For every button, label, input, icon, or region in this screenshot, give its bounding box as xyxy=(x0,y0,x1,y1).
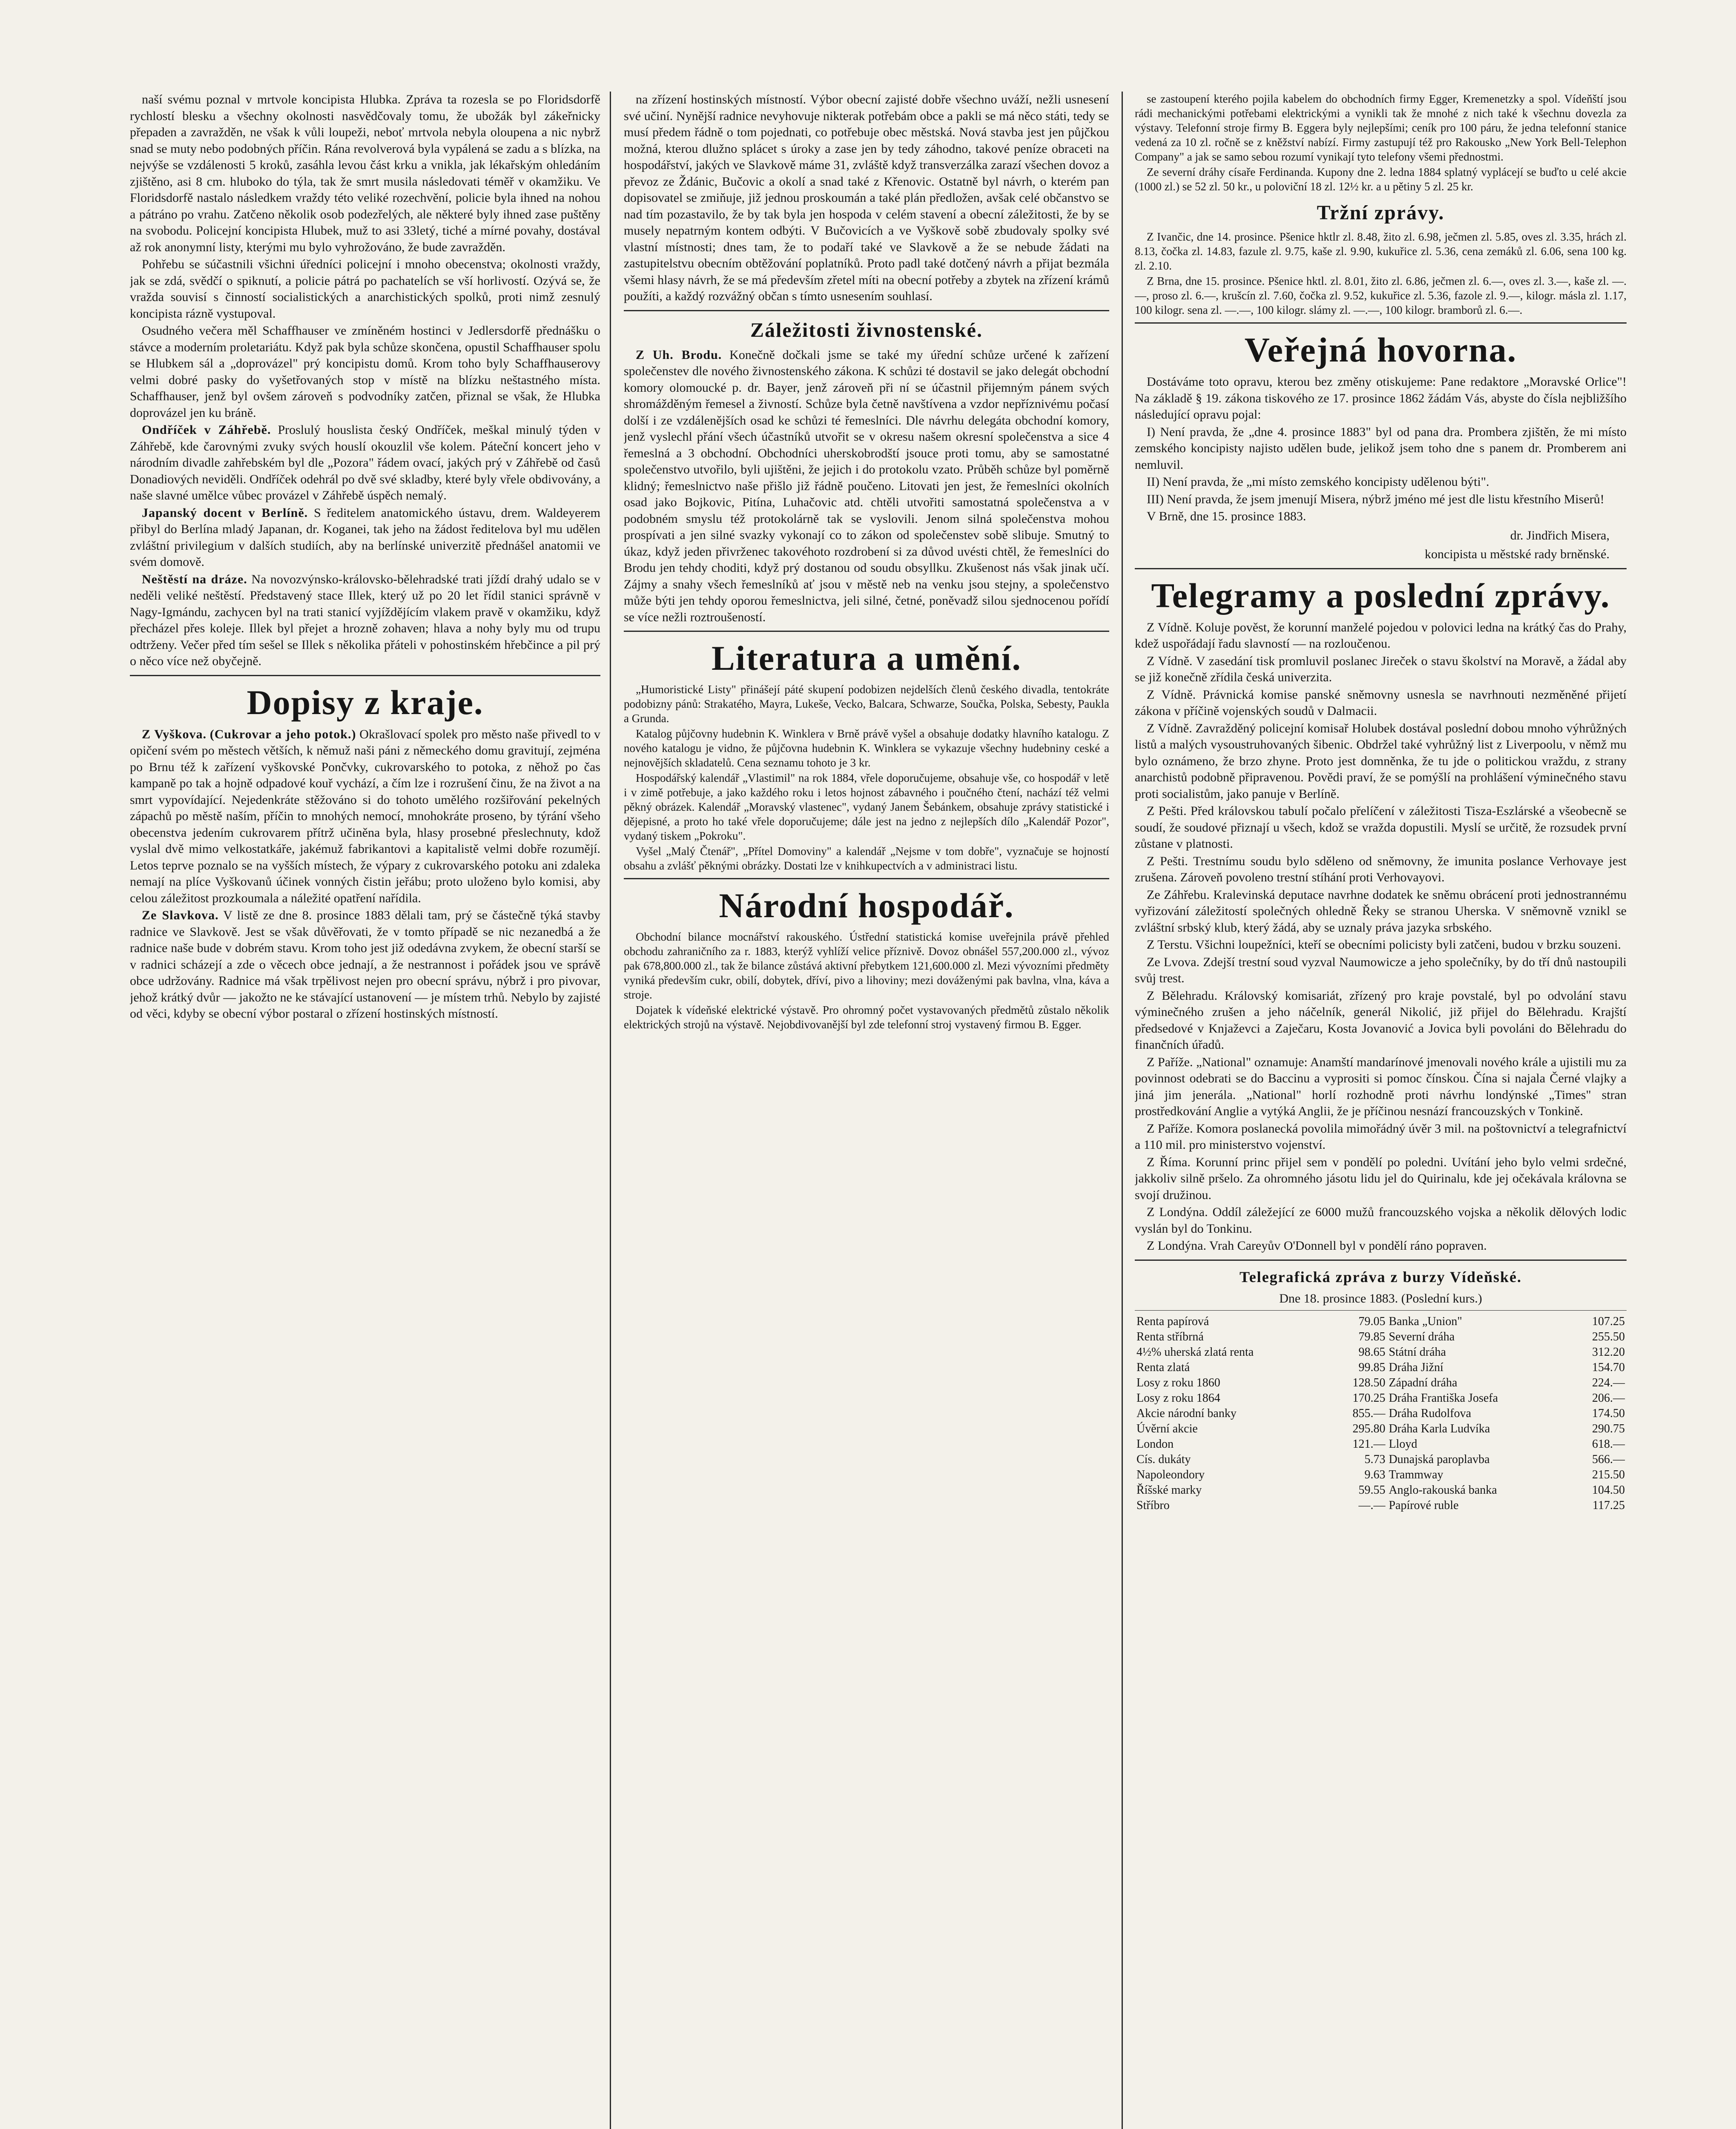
article-paragraph: Obchodní bilance mocnářství rakouského. Ústřední statistická komise uveřejnila právě přehled obchodu zahraničního za r. 1883, kterýž vyhlíží velice příznivě. Dovoz obnášel 557,200.000 zl., vývoz pak 678,800.000 zl., tak že bilance zůstává aktivní přebytkem 121,600.000 zl. Mezi vývozními předměty vyniká především cukr, obilí, dobytek, dříví, pivo a lihoviny; mezi dováženými pak bavlna, vlna, káva a stroje. xyxy=(624,930,1109,1001)
exchange-rate-row xyxy=(1135,1437,1627,1452)
telegram-item: Ze Záhřebu. Kralevinská deputace navrhne dodatek ke sněmu obrácení proti jednostrannému vyřizování záležitostí společných ohledně Řeky se stranou Uherska. V sněmovně vznikl se zvláštní srbský klub, který žádá, aby se uznaly práva jazyka srbského. xyxy=(1135,887,1627,935)
telegram-item: Z Bělehradu. Královský komisariát, zřízený pro kraje povstalé, byl po odvolání stavu výminečného zrušen a jeho náčelník, generál Nikolić, již přijel do Bělehradu. Krajští předsedové v Knjaževci a Zaječaru, Kosta Jovanović a Jovica byli povoláni do Bělehradu do finančních úřadů. xyxy=(1135,988,1627,1052)
news-item-text: Okrašlovací spolek pro město naše přivedl to v opičení svém po městech větších, k němuž naši páni z německého domu gravitují, zejména po Brnu též k zařízení vyškovské Pončvky, cukrovarského to potoka, z něhož po čas kampaně po tak a hojně odpadové kouř vychází, a čím lze i rozrušení činu, že na život a na smrt vypovídající. Nejedenkráte stěžováno si do tohoto umělého rozšiřování pekelných zápachů po městě naším, příčin to mnohých nemocí, mnohokráte proseno, by týrání všeho obecenstva jedením cukrovarem přítrž učiněna byla, hlasy prosebné přeslechnuty, kdož vyslal dvě mimo velkostatkáře, jakémuž fabrikantovi a kapitalistě velmi dobře rozumějí. Letos teprve poznalo se na vyšších místech, že výpary z cukrovarského potoku ani zdaleka nemají na plíce Vyškovanů účinek vonných čistin jeřábu; proto uloženo bylo komisi, aby celou záležitost prozkoumala a náležité opatření nařídila. xyxy=(130,727,600,905)
news-item-text: S ředitelem anatomického ústavu, drem. Waldeyerem přibyl do Berlína mladý Japanan, dr. Koganei, tak jeho na žádost ředitelova byl mu udělen zvláštní privilegium v dalších studiích, aby na berlínské univerzitě přednášel anatomii ve svém domově. xyxy=(130,505,600,569)
article-paragraph: „Humoristické Listy" přinášejí páté skupení podobizen nejdelších členů českého divadla, tentokráte podobizny pánů: Strakatého, Mayra, Lukeše, Vecko, Balcara, Schwarze, Součka, Polska, Sebesty, Paukla a Grunda. xyxy=(624,683,1109,725)
news-item-text: Na novozvýnsko-královsko-bělehradské trati jíždí drahý udalo se v neděli veliké neštěstí. Představený stace Illek, který už po 20 let řídil stanici správně v Nagy-Igmándu, zachycen byl na trati stanicí vyjíždějícím vlakem pravě v okamžiku, když přecházel přes koleje. Illek byl přejet a hrozně zohaven; hlava a nohy byly mu od trupu odtrženy. Večer před tím sešel se Illek s několika přáteli v pohostinském hřebčince a pil prý o něco více než obyčejně. xyxy=(130,572,600,668)
security-price: 566.— xyxy=(1592,1453,1625,1466)
security-price: 312.20 xyxy=(1592,1346,1625,1359)
news-item-text: Proslulý houslista český Ondříček, meškal minulý týden v Záhřebě, kde čarovnými zvuky svých houslí okouzlil vše kolem. Páteční koncert jeho v národním divadle zahřebském byl dle „Pozora" řádem ovací, jakých prý v Záhřebě od časů Donadiových neviděli. Ondříček odehrál po dvě své skladby, které byly vřele obdivovány, a naše slavné umělce vůbec provázel v Záhřebě úspěch nemalý. xyxy=(130,423,600,502)
telegram-item: Z Vídně. Právnická komise panské sněmovny usnesla se navrhnouti nezměněné přijetí zákona v příčině vojenských soudů v Dalmacii. xyxy=(1135,687,1627,718)
exchange-rate-row xyxy=(1135,1452,1627,1467)
security-price: 117.25 xyxy=(1593,1499,1625,1512)
security-price: 174.50 xyxy=(1592,1407,1625,1420)
security-price: 107.25 xyxy=(1592,1315,1625,1328)
section-divider xyxy=(624,631,1109,632)
security-name: Stříbro xyxy=(1136,1499,1170,1512)
market-report: Z Ivančic, dne 14. prosince. Pšenice hktlr zl. 8.48, žito zl. 6.98, ječmen zl. 5.85, oves zl. 3.35, hrách zl. 8.13, čočka zl. 14.83, fazule zl. 9.75, kaše zl. 9.90, kukuřice zl. 5.36, cena zemáků zl. 6.06, sena 100 kg. zl. 2.10. xyxy=(1135,230,1627,272)
security-name: Papírové ruble xyxy=(1389,1499,1459,1512)
article-paragraph: III) Není pravda, že jsem jmenují Misera, nýbrž jméno mé jest dle listu křestního Miserů! xyxy=(1147,492,1604,506)
security-name: Úvěrní akcie xyxy=(1136,1422,1198,1435)
security-name: Cís. dukáty xyxy=(1136,1453,1191,1466)
news-item xyxy=(130,422,600,504)
security-name: Anglo-rakouská banka xyxy=(1389,1483,1497,1497)
market-report: Z Brna, dne 15. prosince. Pšenice hktl. zl. 8.01, žito zl. 6.86, ječmen zl. 6.—, oves zl. 3.—, kaše zl. —.—, proso zl. 6.—, krušcín zl. 7.60, čočka zl. 9.52, kukuřice zl. 5.36, fazole zl. 9.—, kilogr. másla zl. 1.17, 100 kilogr. sena zl. —.—, 100 kilogr. slámy zl. —.—, 100 kilogr. bramborů zl. 6.—. xyxy=(1135,275,1627,316)
security-price: 618.— xyxy=(1592,1438,1625,1451)
security-price: 98.65 xyxy=(1358,1346,1386,1359)
exchange-rate-row xyxy=(1135,1421,1627,1437)
news-item-text: Konečně dočkali jsme se také my úřední schůze určené k zařízení společenstev dle nového živnostenského zákona. K schůzi té dostavil se jako delegát obchodní komory olomoucké p. dr. Bayer, jenž zároveň při ní se účastnil přijemným pánem svých shromážděným řemesel a živností. Schůze byla četně navštívena a vzdor nepříznivému počasí dolší i ze vzdálenějších osad ke schůzi té řemeslníci. Dle návrhu delegáta obchodní komory, jenž vyslechl přání všech účastníků utvořit se v okresu našem okresní společenstva a sice 4 řemeslná a 3 obchodní. Obchodníci uherskobrodští jsouce proti tomu, aby se samostatné společenstvo utvořilo, byli ujištěni, že jejich i do protokolu vzato. Průběh schůze byl poměrně klidný; řemeslnictvo naše přišlo již řádně poučeno. Litovati jen jest, že řemeslníci okolních osad jako Bojkovic, Pitína, Luhačovic atd. chtěli utvořiti samostatná společenstva a v podobném smyslu též protokolárně tak se vyslovili. Jenom silná společenstva mohou prospívati a jen silné svazky vykonají co to zákon od společenstev sobě slibuje. Smutný to úkaz, když jeden přivrženec takovéhoto rozdrobení si za důvod uvésti chtěl, že řemeslníci do Brodu jen tehdy choditi, když prý dostanou od soudu obsyllku. Zkušenost nás však jinak učí. Zájmy a snahy všech řemeslníků ať jsou v městě neb na venku jsou stejny, a společenstvo může býti jen tehdy oporou řemeslnictva, jeli silné, četné, poněvadž silou sjednocenou pořídí se více nežli roztroušeností. xyxy=(624,347,1109,624)
exchange-rates-table xyxy=(1135,1314,1627,1513)
security-price: 59.55 xyxy=(1358,1483,1386,1497)
article-paragraph: Pohřebu se súčastnili všichni úředníci policejní i mnoho obecenstva; okolnosti vraždy, jak se zdá, svědčí o spiknutí, a policie pátrá po pachatelích se vší horlivostí. Ozývá se, že vražda souvisí s činností socialistických a anarchistických spolků, proti nimž zesnulý koncipista rázně vystupoval. xyxy=(130,257,600,321)
section-title: Záležitosti živnostenské. xyxy=(750,318,983,341)
exchange-rate-row xyxy=(1135,1345,1627,1360)
section-title: Veřejná hovorna. xyxy=(1244,330,1517,369)
article-paragraph: II) Není pravda, že „mi místo zemského koncipisty udělenou býti". xyxy=(1147,475,1489,489)
telegram-item: Z Paříže. Komora poslanecká povolila mimořádný úvěr 3 mil. na poštovnictví a telegrafnictví a 110 mil. pro ministerstvo vojenství. xyxy=(1135,1121,1627,1152)
security-name: Losy z roku 1860 xyxy=(1136,1376,1220,1389)
article-paragraph: Katalog půjčovny hudebnin K. Winklera v Brně právě vyšel a obsahuje dodatky hlavního katalogu. Z nového katalogu je vidno, že půjčovna hudebnin K. Winklera se vykazuje všechny hudebniny ceské a nejnovějších skladatelů. Cena seznamu tohoto je 3 kr. xyxy=(624,727,1109,769)
section-title: Literatura a umění. xyxy=(711,639,1022,677)
article-paragraph: Hospodářský kalendář „Vlastimil" na rok 1884, vřele doporučujeme, obsahuje vše, co hospodář v letě i v zimě potřebuje, a jako každého roku i letos hojnost zábavného i poučného čtení, nachází též velmi pěkný obrázek. Kalendář „Moravský vlastenec", vydaný Janem Šebánkem, obsahuje zprávy statistické i dějepisné, a proto ho také vřele doporučujeme; dále jest na jedno z nejlepších dílo „Kalendář Pozor", vydaný tiskem „Pokroku". xyxy=(624,772,1109,842)
news-item-lead: Japanský docent v Berlíně. xyxy=(142,505,308,520)
telegram-item: Ze Lvova. Zdejší trestní soud vyzval Naumowicze a jeho společníky, by do tří dnů nastoupili svůj trest. xyxy=(1135,955,1627,985)
telegram-item: Z Londýna. Oddíl záležející ze 6000 mužů francouzského vojska a několik dělových lodic vyslán byl do Tonkinu. xyxy=(1135,1205,1627,1236)
telegram-item: Z Říma. Korunní princ přijel sem v pondělí po poledni. Uvítání jeho bylo velmi srdečné, jakkoliv silně pršelo. Za ohromného jásotu lidu jel do Quirinalu, kde jej očekávala královna se svojí družinou. xyxy=(1135,1155,1627,1202)
security-price: 9.63 xyxy=(1364,1468,1386,1481)
news-item-lead: Z Uh. Brodu. xyxy=(636,347,722,362)
news-item xyxy=(130,505,600,571)
news-item-lead: Neštěstí na dráze. xyxy=(142,572,247,586)
security-name: Dráha Františka Josefa xyxy=(1389,1392,1498,1405)
security-price: 79.85 xyxy=(1358,1330,1386,1343)
security-name: Západní dráha xyxy=(1389,1376,1458,1389)
exchange-rate-row xyxy=(1135,1391,1627,1406)
section-title: Tržní zprávy. xyxy=(1317,201,1445,224)
security-name: Dráha Rudolfova xyxy=(1389,1407,1472,1420)
security-price: 121.— xyxy=(1352,1438,1386,1451)
telegram-item: Z Vídně. V zasedání tisk promluvil poslanec Jireček o stavu školství na Moravě, a žádal aby se již konečně zřídila česká univerzita. xyxy=(1135,654,1627,684)
security-price: 295.80 xyxy=(1352,1422,1386,1435)
section-title: Telegrafická zpráva z burzy Vídeňské. xyxy=(1240,1268,1522,1285)
security-price: 128.50 xyxy=(1352,1376,1386,1389)
security-name: Renta zlatá xyxy=(1136,1361,1190,1374)
section-divider xyxy=(1135,568,1627,569)
security-name: Lloyd xyxy=(1389,1438,1417,1451)
security-price: 855.— xyxy=(1352,1407,1386,1420)
section-title: Telegramy a poslední zprávy. xyxy=(1151,576,1610,615)
news-item-lead: Ze Slavkova. xyxy=(142,908,219,922)
article-paragraph: se zastoupení kterého pojila kabelem do obchodních firmy Egger, Kremenetzky a spol. Vídeňští jsou rádi mechanickými potřebami elektrickými a vynikli tak že mnohé z nich také k všechnu dovezla za výstavy. Telefonní stroje firmy B. Eggera byly nejlepšími; ceník pro 100 páru, že jedna telefonní stanice vedená za 10 zl. ročně se z kněžství nabízí. Firmy zastupují též pro Rakousko „New York Bell-Telephon Company" a jak se samo sebou rozumí vynikají tyto telefony všemi přednostmi. xyxy=(1135,92,1627,163)
column-1 xyxy=(130,92,600,2129)
security-name: Renta stříbrná xyxy=(1136,1330,1204,1343)
security-price: 215.50 xyxy=(1592,1468,1625,1481)
security-price: 170.25 xyxy=(1352,1392,1386,1405)
security-price: —.— xyxy=(1358,1499,1386,1512)
security-price: 5.73 xyxy=(1364,1453,1386,1466)
exchange-date: Dne 18. prosince 1883. (Poslední kurs.) xyxy=(1279,1291,1482,1306)
exchange-rate-row xyxy=(1135,1498,1627,1513)
exchange-rate-row xyxy=(1135,1467,1627,1483)
security-name: London xyxy=(1136,1438,1174,1451)
divider xyxy=(1135,1310,1627,1311)
telegram-item: Z Pešti. Trestnímu soudu bylo sděleno od sněmovny, že imunita poslance Verhovaye jest zrušena. Zároveň povoleno trestní stíhání proti Verhovayovi. xyxy=(1135,854,1627,884)
security-name: Banka „Union" xyxy=(1389,1315,1462,1328)
security-name: Severní dráha xyxy=(1389,1330,1455,1343)
exchange-rate-row xyxy=(1135,1375,1627,1391)
security-name: Dráha Karla Ludvíka xyxy=(1389,1422,1490,1435)
security-name: Trammway xyxy=(1389,1468,1443,1481)
section-divider xyxy=(1135,322,1627,324)
security-price: 206.— xyxy=(1592,1392,1625,1405)
section-title: Národní hospodář. xyxy=(719,886,1014,925)
exchange-rate-row xyxy=(1135,1483,1627,1498)
security-price: 99.85 xyxy=(1358,1361,1386,1374)
news-item xyxy=(624,347,1109,626)
security-price: 224.— xyxy=(1592,1376,1625,1389)
exchange-rate-row xyxy=(1135,1329,1627,1345)
security-name: 4½% uherská zlatá renta xyxy=(1136,1346,1254,1359)
security-name: Dunajská paroplavba xyxy=(1389,1453,1490,1466)
column-rule xyxy=(1122,92,1123,2129)
signature-name: dr. Jindřich Misera, xyxy=(1510,528,1610,542)
article-paragraph: Dojatek k vídeňské elektrické výstavě. Pro ohromný počet vystavovaných předmětů zůstalo několik elektrických strojů na výstavě. Nejobdivovanější byl zde telefonní stroj vystavený firmou B. Egger. xyxy=(624,1004,1109,1031)
section-title: Dopisy z kraje. xyxy=(247,683,484,722)
news-item xyxy=(130,907,600,1022)
exchange-rate-row xyxy=(1135,1314,1627,1329)
telegram-item: Z Terstu. Všichni loupežníci, kteří se obecními policisty byli zatčeni, budou v brzku souzeni. xyxy=(1147,938,1621,952)
news-item xyxy=(130,726,600,907)
security-name: Losy z roku 1864 xyxy=(1136,1392,1220,1405)
exchange-rate-row xyxy=(1135,1360,1627,1375)
column-2 xyxy=(624,92,1109,2129)
security-price: 255.50 xyxy=(1592,1330,1625,1343)
telegram-item: Z Vídně. Zavražděný policejní komisař Holubek dostával poslední dobou mnoho výhrůžných listů a malých vysoustruhovaných šibenic. Obdržel také vyhrůžný list z Liverpoolu, v němž mu bylo oznámeno, že brzo zhyne. Proto jest domněnka, že tu jde o politickou vraždu, z strany anarchistů podobně připravenou. Povědi praví, že se pomýšlí na prohlášení výminečného stavu proti socialistům, jako panuje v Berlíně. xyxy=(1135,721,1627,801)
article-paragraph: I) Není pravda, že „dne 4. prosince 1883" byl od pana dra. Prombera zjištěn, že mi místo zemského koncipisty najisto udělen bude, jelikož jsem toho dne s panem dr. Promberem ani nemluvil. xyxy=(1135,425,1627,472)
article-paragraph: Dostáváme toto opravu, kterou bez změny otiskujeme: Pane redaktore „Moravské Orlice"! Na základě § 19. zákona tiskového ze 17. prosince 1862 žádám Vás, abyste do čísla nejbližšího následující opravu pojal: xyxy=(1135,375,1627,422)
telegram-item: Z Londýna. Vrah Careyův O'Donnell byl v pondělí ráno popraven. xyxy=(1147,1239,1487,1253)
news-item-subtitle: (Cukrovar a jeho potok.) xyxy=(209,727,356,741)
section-divider xyxy=(624,878,1109,879)
section-divider xyxy=(130,675,600,676)
news-item-lead: Z Vyškova. xyxy=(142,727,207,741)
dateline: V Brně, dne 15. prosince 1883. xyxy=(1147,509,1306,523)
news-item-lead: Ondříček v Záhřebě. xyxy=(142,423,271,437)
security-price: 154.70 xyxy=(1592,1361,1625,1374)
article-paragraph: Ze severní dráhy císaře Ferdinanda. Kupony dne 2. ledna 1884 splatný vyplácejí se buďto u celé akcie (1000 zl.) se 52 zl. 50 kr., u poloviční 18 zl. 12½ kr. a u pětiny 5 zl. 25 kr. xyxy=(1135,166,1627,193)
telegram-item: Z Vídně. Koluje pověst, že korunní manželé pojedou v polovici ledna na krátký čas do Prahy, kdež uspořádají řadu slavností — na rozloučenou. xyxy=(1135,620,1627,651)
section-divider xyxy=(1135,1260,1627,1261)
article-paragraph: na zřízení hostinských místností. Výbor obecní zajisté dobře všechno uváží, nežli usnesení své učiní. Nynější radnice nevyhovuje nikterak potřebám obce a pakli se má něco státi, tedy se musí předem řádně o tom pojednati, co potřebuje obec městská. Nová stavba jest jen půjčkou možná, kterou dlužno splácet s úroky a zase jen by tedy záhodno, takové peníze obraceti na hospodářství, jakých ve Slavkově máme 31, zvláště když transverzálka zarazí všechen dovoz a převoz ze Ždánic, Bučovic a okolí a snad také z Křenovic. Ostatně byl návrh, o kterém pan dopisovatel se zmiňuje, již jednou proskoumán a také plán předložen, avšak celé občanstvo se nad tím pozastavilo, že by tak byla jen hospoda v celém stavení a obecní záležitosti, že by se musely nepatrným kontem odbýti. V Bučovicích a ve Vyškově sobě zbudovaly spolky své vlastní místnosti; dnes tam, že to podaří také ve Slavkově a že se nebude žádati na zastupitelstvu obecním obtěžování poplatníků. Proto padl také dotčený návrh a přijat bezmála všemi hlasy návrh, že se má především zřetel míti na obecní potřeby a zbytek na zřízení krámů použíti, a každý rozvážný občan s tímto usnesením souhlasí. xyxy=(624,92,1109,303)
security-name: Napoleondory xyxy=(1136,1468,1205,1481)
telegram-item: Z Paříže. „National" oznamuje: Anamští mandarínové jmenovali nového krále a ujistili mu za povinnost odebrati se do Baccinu a vyprositi si pomoc čínskou. Čína si najala Černé vlajky a jiná jim jenerála. „National" horlí rozhodně proti návrhu londýnské „Times" stran prostředkování Anglie a vytýká Anglii, že je příčinou nesnází francouzských v Tonkině. xyxy=(1135,1055,1627,1118)
security-price: 290.75 xyxy=(1592,1422,1625,1435)
signature-title: koncipista u městské rady brněnské. xyxy=(1424,547,1610,561)
news-item xyxy=(130,571,600,670)
article-paragraph: naší svému poznal v mrtvole koncipista Hlubka. Zpráva ta rozesla se po Floridsdorfě rychlostí blesku a všechny okolnosti nasvědčovaly tomu, že ubožák byl zákeřnicky přepaden a zavražděn, ne však k vůli loupeži, neboť mrtvola nebyla oloupena a nic nybrž snad se muty nebo podobných příčin. Rána revolverová byla vypálená se zadu a s blízka, na nejvýše se vzdálenosti 5 kroků, zasáhla levou část krku a vnikla, jak lékařským ohledáním zjištěno, asi 8 cm. hluboko do týla, tak že smrt musila následovati téměř v okamžiku. Ve Floridsdorfě nastalo následkem vraždy této veliké rozechvění, policie byla ihned na nohou a pátráno po vrahu. Zatčeno několik osob podezřelých, ale některé byly ihned zase puštěny na svobodu. Policejní koncipista Hlubek, muž to asi 33letý, tiché a mírné povahy, dostával až rok anonymní listy, kterými mu bylo vyhrožováno, že bude zavražděn. xyxy=(130,92,600,254)
security-name: Akcie národní banky xyxy=(1136,1407,1237,1420)
column-3 xyxy=(1135,92,1627,2129)
security-price: 104.50 xyxy=(1592,1483,1625,1497)
security-name: Říšské marky xyxy=(1136,1483,1202,1497)
section-divider xyxy=(624,310,1109,311)
article-paragraph: Osudného večera měl Schaffhauser ve zmíněném hostinci v Jedlersdorfě přednášku o stávce a moderním proletariátu. Když pak byla schůze skončena, opustil Schaffhauser spolu se Hlubkem sál a „doprovázel" prý koncipistu domů. Krom toho byly Schaffhauserovy velmi dobré pasky do vyšetřovaných stop v místě na blízku neštastného místa. Schaffhauser, jenž byl ovšem zároveň s podvodníky zatčen, přiznal se však, že Hlubka doprovázel jen ku bráně. xyxy=(130,324,600,420)
news-item-text: V listě ze dne 8. prosince 1883 dělali tam, prý se částečně týká stavby radnice ve Slavkově. Jest se však důvěřovati, že v tomto případě se nic nezanedbá a že radnice naše bude v dobrém stavu. Krom toho jest již odedávna zvykem, že obecní starší se v radnici scházejí a zde o věcech obce jednají, a že nestrannost i pořádek jsou ve správě obce udržovány. Radnice má však trpělivost nejen pro obecní správu, nýbrž i pro pivovar, jehož krátký dvůr — jakožto ne ke stávající ustanovení — je místem trhů. Nebylo by zajisté od věci, kdyby se obecní výbor postaral o zřízení hostinských místností. xyxy=(130,908,600,1021)
security-name: Renta papírová xyxy=(1136,1315,1209,1328)
column-rule xyxy=(610,92,611,2129)
security-name: Dráha Jižní xyxy=(1389,1361,1443,1374)
article-paragraph: Vyšel „Malý Čtenář", „Přítel Domoviny" a kalendář „Nejsme v tom dobře", vyznačuje se hojností obsahu a zvlášť pěknými obrázky. Dostati lze v knihkupectvích a v administraci listu. xyxy=(624,845,1109,872)
security-price: 79.05 xyxy=(1358,1315,1386,1328)
security-name: Státní dráha xyxy=(1389,1346,1446,1359)
telegram-item: Z Pešti. Před královskou tabulí počalo přelíčení v záležitosti Tisza-Eszlárské a všeobecně se soudí, že soudové přiznají u všech, kdož se vražda dopustili. Myslí se určitě, že rozsudek první zůstane v platnosti. xyxy=(1135,804,1627,851)
exchange-rate-row xyxy=(1135,1406,1627,1421)
